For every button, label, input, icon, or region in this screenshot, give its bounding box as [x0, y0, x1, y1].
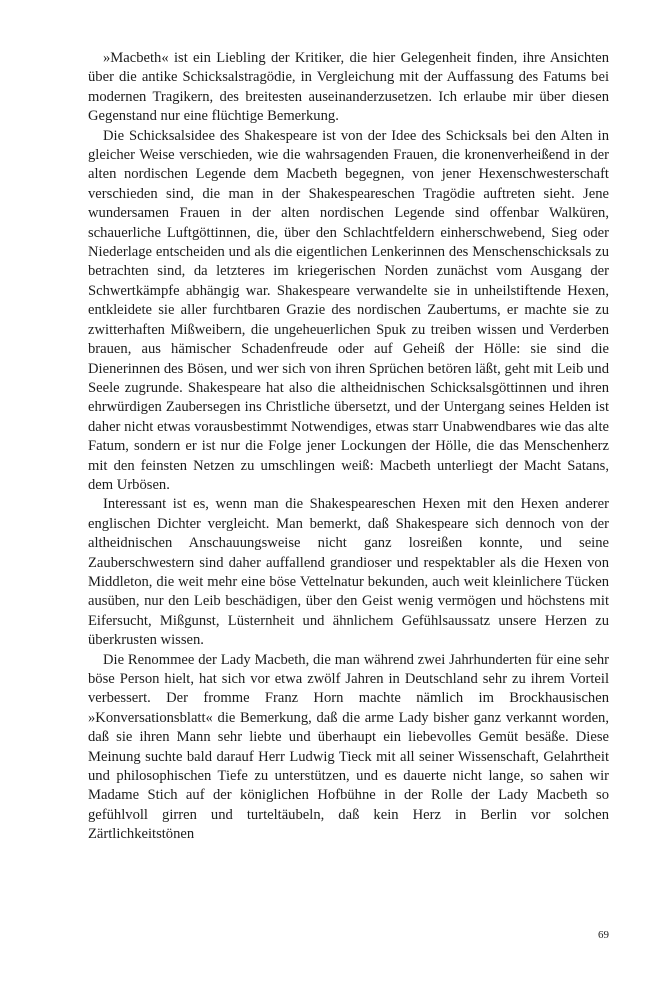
page-number: 69 — [598, 929, 609, 941]
body-text — [88, 49, 609, 845]
paragraph-macbeth-critics: »Macbeth« ist ein Liebling der Kritiker, die hier Gelegenheit finden, ihre Ansichten über die antike Schicksalstragödie, in Vergleichung mit der Auffassung des Fatums bei modernen Tragikern, des breitesten auseinanderzusetzen. Ich erlaube mir über diesen Gegenstand nur eine flüchtige Bemerkung. — [88, 50, 609, 125]
paragraph-fate-idea: Die Schicksalsidee des Shakespeare ist von der Idee des Schicksals bei den Alten in gleicher Weise verschieden, wie die wahrsagenden Frauen, die kronenverheißend in der alten nordischen Legende dem Macbeth begegnen, von jener Hexenschwesterschaft verschieden sind, die man in der Shakespeareschen Tragödie auftreten sieht. Jene wundersamen Frauen in der alten nordischen Legende sind offenbar Walküren, schauerliche Luftgöttinnen, die, über den Schlachtfeldern einherschwebend, Sieg oder Niederlage entscheiden und als die eigentlichen Lenkerinnen des Menschenschicksals zu betrachten sind, da letzteres im kriegerischen Norden zunächst vom Ausgang der Schwertkämpfe abhängig war. Shakespeare verwandelte sie in unheilstiftende Hexen, entkleidete sie aller furchtbaren Grazie des nordischen Zaubertums, er machte sie zu zwitterhaften Mißweibern, die ungeheuerlichen Spuk zu treiben wissen und Verderben brauen, aus hämischer Schadenfreude oder auf Geheiß der Hölle: sie sind die Dienerinnen des Bösen, und wer sich von ihren Sprüchen betören läßt, geht mit Leib und Seele zugrunde. Shakespeare hat also die altheidnischen Schicksalsgöttinnen und ihren ehrwürdigen Zaubersegen ins Christliche übersetzt, und der Untergang seines Helden ist daher nicht etwas vorausbestimmt Notwendiges, etwas starr Unabwendbares wie das alte Fatum, sondern er ist nur die Folge jener Lockungen der Hölle, die das Menschenherz mit den feinsten Netzen zu umschlingen weiß: Macbeth unterliegt der Macht Satans, dem Urbösen. — [88, 127, 609, 493]
paragraph-lady-macbeth: Die Renommee der Lady Macbeth, die man während zwei Jahrhunderten für eine sehr böse Person hielt, hat sich vor etwa zwölf Jahren in Deutschland sehr zu ihrem Vorteil verbessert. Der fromme Franz Horn machte nämlich im Brockhausischen »Konversationsblatt« die Bemerkung, daß die arme Lady bisher ganz verkannt worden, daß sie ihren Mann sehr liebte und überhaupt ein liebevolles Gemüt besäße. Diese Meinung suchte bald darauf Herr Ludwig Tieck mit all seiner Wissenschaft, Gelahrtheit und philosophischen Tiefe zu unterstützen, und es dauerte nicht lange, so sahen wir Madame Stich auf der königlichen Hofbühne in der Rolle der Lady Macbeth so gefühlvoll girren und turteltäubeln, daß kein Herz in Berlin vor solchen Zärtlichkeitstönen — [88, 651, 609, 843]
paragraph-witches-comparison: Interessant ist es, wenn man die Shakespeareschen Hexen mit den Hexen anderer englischen Dichter vergleicht. Man bemerkt, daß Shakespeare sich dennoch von der altheidnischen Anschauungsweise nicht ganz losreißen konnte, und seine Zauberschwestern sind daher auffallend grandioser und respektabler als die Hexen von Middleton, die weit mehr eine böse Vettelnatur bekunden, auch weit kleinlichere Tücken ausüben, nur den Leib beschädigen, über den Geist wenig vermögen und höchstens mit Eifersucht, Mißgunst, Lüsternheit und ähnlichem Gefühlsaussatz unsere Herzen zu überkrusten wissen. — [88, 496, 609, 649]
